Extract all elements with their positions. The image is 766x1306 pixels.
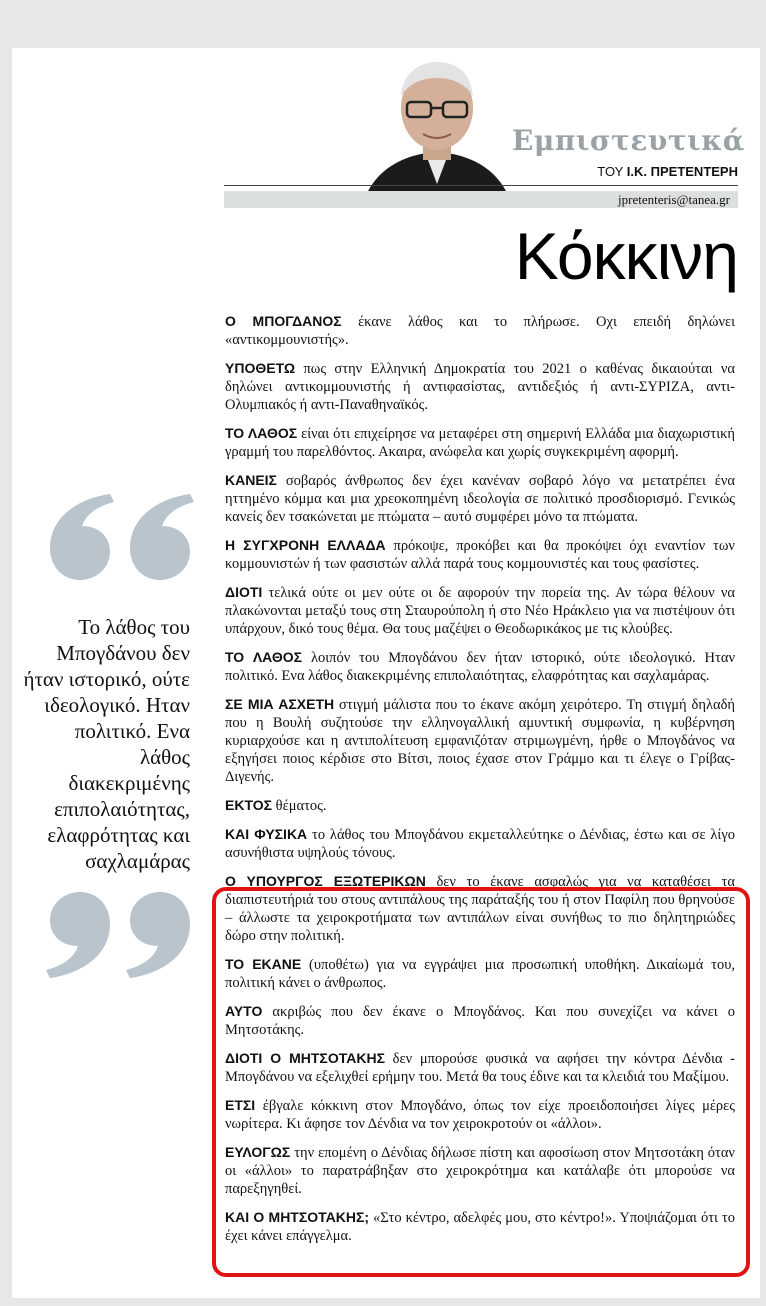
close-quote-icon	[40, 886, 200, 996]
article-paragraph	[225, 695, 739, 786]
newspaper-page	[12, 48, 760, 1298]
column-title: Εμπιστευτικά	[512, 124, 745, 157]
article-paragraph	[225, 825, 739, 862]
paragraph-lead: ΚΑΙ Ο ΜΗΤΣΟΤΑΚΗΣ;	[225, 1209, 370, 1225]
paragraph-text: ακριβώς που δεν έκανε ο Μπογδάνος. Και που συνεχίζει να κάνει ο Μητσοτάκης.	[225, 1004, 735, 1038]
paragraph-lead: ΚΑΙ ΦΥΣΙΚΑ	[225, 826, 308, 842]
paragraph-lead: ΕΚΤΟΣ	[225, 797, 273, 813]
paragraph-text: «Στο κέντρο, αδελφές μου, στο κέντρο!». Υποψιάζομαι ότι το έχει κάνει επάγγελμα.	[225, 1210, 736, 1244]
article-paragraph	[225, 359, 739, 414]
open-quote-icon	[40, 476, 200, 586]
paragraph-text: (υποθέτω) για να εγγράψει μια προσωπική υποθήκη. Δικαίωμά του, πολιτική κάνει ο άνθρωπος.	[225, 957, 735, 991]
author-portrait	[357, 56, 517, 206]
author-name: Ι.Κ. ΠΡΕΤΕΝΤΕΡΗ	[626, 164, 738, 179]
paragraph-text: το λάθος του Μπογδάνου εκμεταλλεύτηκε ο Δένδιας, έστω και σε λίγο ασυνήθιστα υψηλούς τόνους.	[225, 827, 735, 861]
article-paragraph	[225, 536, 739, 573]
paragraph-text: έκανε λάθος και το πλήρωσε. Οχι επειδή δηλώνει «αντικομμουνιστής».	[225, 314, 736, 348]
paragraph-lead: Ο ΥΠΟΥΡΓΟΣ ΕΞΩΤΕΡΙΚΩΝ	[225, 873, 426, 889]
paragraph-text: πρόκοψε, προκόβει και θα προκόψει όχι εναντίον των κομμουνιστών ή των φασιστών αλλά παρά τους κομμουνιστές και τους φασίστες.	[225, 538, 735, 572]
red-highlight-annotation	[212, 887, 750, 1277]
header-rule	[224, 185, 738, 186]
paragraph-text: δεν μπορούσε φυσικά να αφήσει την κόντρα Δένδια - Μπογδάνου να εξελιχθεί ερήμην του. Μετά θα τους έδινε και τα κλειδιά του Μαξίμου.	[225, 1051, 735, 1085]
paragraph-text: την επομένη ο Δένδιας δήλωσε πίστη και αφοσίωση στον Μητσοτάκη όταν οι «άλλοι» το παρατράβηξαν στο χειροκρότημα και κατάλαβε ότι μπορούσε να παρεξηγηθεί.	[225, 1145, 735, 1197]
paragraph-lead: Η ΣΥΓΧΡΟΝΗ ΕΛΛΑΔΑ	[225, 537, 386, 553]
paragraph-lead: ΑΥΤΟ	[225, 1003, 263, 1019]
byline	[532, 164, 738, 179]
paragraph-text: σοβαρός άνθρωπος δεν έχει κανέναν σοβαρό λόγο να μετατρέπει ένα ηττημένο κόμμα και μια χρεοκοπημένη ιδεολογία σε πολιτικό προσδιορισμό. Γενικώς κανείς δεν τσακώνεται με πτώματα – αυτό συμφέρει μόνο τα πτώματα.	[225, 473, 735, 525]
paragraph-lead: ΔΙΟΤΙ	[225, 584, 263, 600]
email-bar	[224, 191, 738, 208]
article-paragraph	[225, 424, 739, 461]
paragraph-text: είναι ότι επιχείρησε να μεταφέρει στη σημερινή Ελλάδα μια διαχωριστική γραμμή του παρελθόντος. Ακαιρα, ανώφελα και χωρίς συγκεκριμένη αφορμή.	[225, 426, 735, 460]
paragraph-text: στιγμή μάλιστα που το έκανε ακόμη χειρότερο. Τη στιγμή δηλαδή που η Βουλή συζητούσε την ελληνογαλλική αμυντική συμφωνία, η κυβέρνηση κυριαρχούσε και η αντιπολίτευση εμφανιζόταν στριμωγμένη, ήρθε ο Μπογδάνος να εξηγήσει ποιος κέρδισε στο Βίτσι, ποιος έχασε στον Γράμμο και τι έλεγε ο Γρίβας-Διγενής.	[225, 697, 735, 785]
paragraph-text: δεν το έκανε ασφαλώς για να καταθέσει τα διαπιστευτήριά του στους αντιπάλους της παράταξής του ή στον Παφίλη που θρηνούσε – άλλωστε τα χειροκροτήματα των αντιπάλων είναι συνήθως το πιο δηλητηριώδες δώρο στην πολιτική.	[225, 874, 735, 944]
byline-prefix: ΤΟΥ	[597, 164, 624, 179]
paragraph-lead: ΤΟ ΛΑΘΟΣ	[225, 649, 303, 665]
article-paragraph	[225, 312, 739, 349]
paragraph-text: πως στην Ελληνική Δημοκρατία του 2021 ο καθένας δικαιούται να δηλώνει αντικομμουνιστής ή αντιφασίστας, αντιδεξιός ή αντι-ΣΥΡΙΖΑ, αντι-Ολυμπιακός ή αντι-Παναθηναϊκός.	[225, 361, 735, 413]
paragraph-lead: ΤΟ ΕΚΑΝΕ	[225, 956, 302, 972]
paragraph-lead: ΕΤΣΙ	[225, 1097, 256, 1113]
paragraph-lead: ΕΥΛΟΓΩΣ	[225, 1144, 291, 1160]
author-email[interactable]: jpretenteris@tanea.gr	[618, 192, 730, 207]
article-paragraph	[225, 648, 739, 685]
paragraph-lead: ΔΙΟΤΙ Ο ΜΗΤΣΟΤΑΚΗΣ	[225, 1050, 385, 1066]
paragraph-lead: ΥΠΟΘΕΤΩ	[225, 360, 296, 376]
article-paragraph	[225, 471, 739, 526]
paragraph-text: λοιπόν του Μπογδάνου δεν ήταν ιστορικό, ούτε ιδεολογικό. Ηταν πολιτικό. Ενα λάθος διακεκριμένης επιπολαιότητας, ελαφρότητας και σαχλαμάρας.	[225, 650, 736, 684]
paragraph-lead: ΤΟ ΛΑΘΟΣ	[225, 425, 298, 441]
paragraph-lead: ΚΑΝΕΙΣ	[225, 472, 277, 488]
paragraph-text: τελικά ούτε οι μεν ούτε οι δε αφορούν την πορεία της. Αν τώρα θέλουν να πλακώνονται μεταξύ τους στη Σταυρούπολη ή στο Νέο Ηράκλειο για να πιστέψουν ότι υπάρχουν, δικό τους θέμα. Θα τους μαζέψει ο Θεοδωρικάκος με τις κλούβες.	[225, 585, 735, 637]
paragraph-lead: ΣΕ ΜΙΑ ΑΣΧΕΤΗ	[225, 696, 335, 712]
article-paragraph	[225, 583, 739, 638]
paragraph-lead: Ο ΜΠΟΓΔΑΝΟΣ	[225, 313, 342, 329]
paragraph-text: θέματος.	[272, 798, 327, 814]
page-title: Κόκκινη	[514, 219, 738, 293]
paragraph-text: έβγαλε κόκκινη στον Μπογδάνο, όπως τον είχε προειδοποιήσει λίγες μέρες νωρίτερα. Κι άφησε τον Δένδια να τον χειροκροτούν οι «άλλοι».	[225, 1098, 735, 1132]
pull-quote: Το λάθος του Μπογδάνου δεν ήταν ιστορικό, ούτε ιδεολογικό. Ηταν πολιτικό. Ενα λάθος διακεκριμένης επιπολαιότητας, ελαφρότητας και σαχλαμάρας	[23, 615, 190, 873]
article-paragraph	[225, 796, 739, 815]
